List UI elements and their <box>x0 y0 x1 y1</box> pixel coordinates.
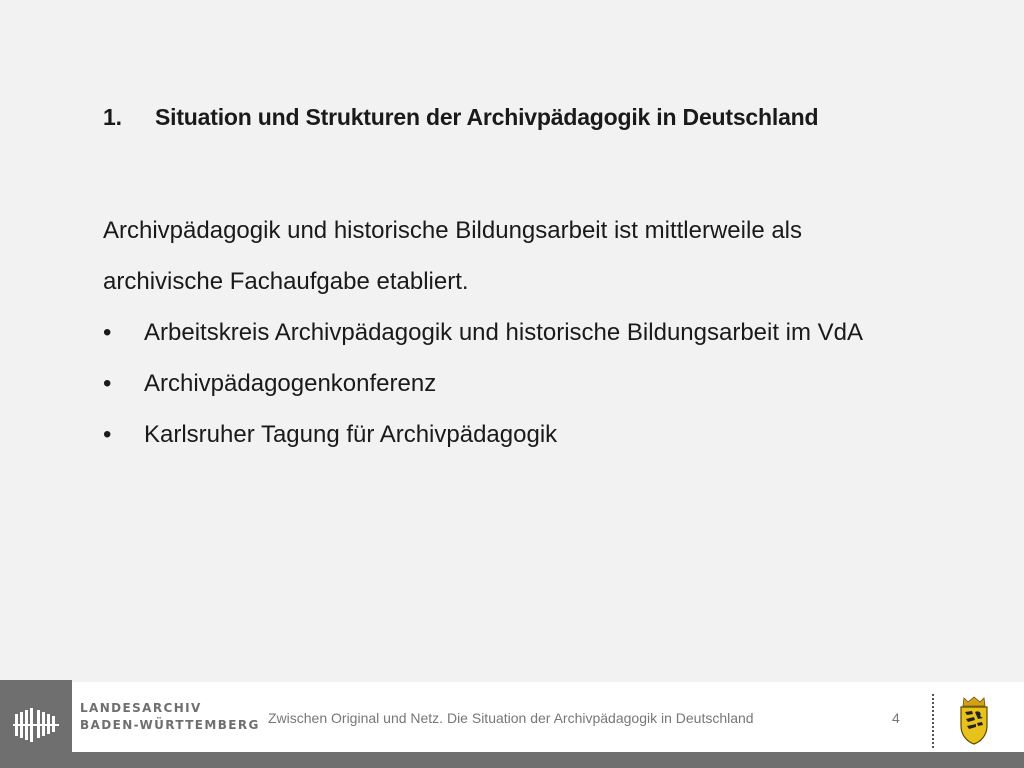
page-number: 4 <box>892 710 900 726</box>
slide-footer <box>0 680 1024 768</box>
slide-heading <box>103 104 818 131</box>
list-item <box>103 358 963 409</box>
bullet-text: Arbeitskreis Archivpädagogik und historische Bildungsarbeit im VdA <box>144 319 864 346</box>
intro-line-1: Archivpädagogik und historische Bildungsarbeit ist mittlerweile als <box>103 217 803 244</box>
bullet-text: Archivpädagogenkonferenz <box>144 370 437 397</box>
footer-separator <box>0 680 1024 682</box>
bullet-list <box>103 307 963 460</box>
org-name-line-1: LANDESARCHIV <box>80 701 202 715</box>
archive-building-icon <box>0 680 72 768</box>
coat-of-arms-icon <box>958 696 990 746</box>
bullet-icon: • <box>103 370 112 397</box>
heading-number: 1. <box>103 104 122 130</box>
bullet-icon: • <box>103 421 112 448</box>
footer-divider <box>932 694 934 748</box>
list-item <box>103 409 963 460</box>
heading-text: Situation und Strukturen der Archivpädagogik in Deutschland <box>155 104 819 130</box>
slide-body <box>103 205 963 460</box>
footer-bottom-bar <box>72 752 1024 768</box>
presentation-title: Zwischen Original und Netz. Die Situation der Archivpädagogik in Deutschland <box>268 710 754 726</box>
organization-logo-text <box>80 700 260 734</box>
list-item <box>103 307 963 358</box>
intro-line-2: archivische Fachaufgabe etabliert. <box>103 268 469 295</box>
bullet-icon: • <box>103 319 112 346</box>
bullet-text: Karlsruher Tagung für Archivpädagogik <box>144 421 558 448</box>
org-name-line-2: BADEN-WÜRTTEMBERG <box>80 718 260 732</box>
